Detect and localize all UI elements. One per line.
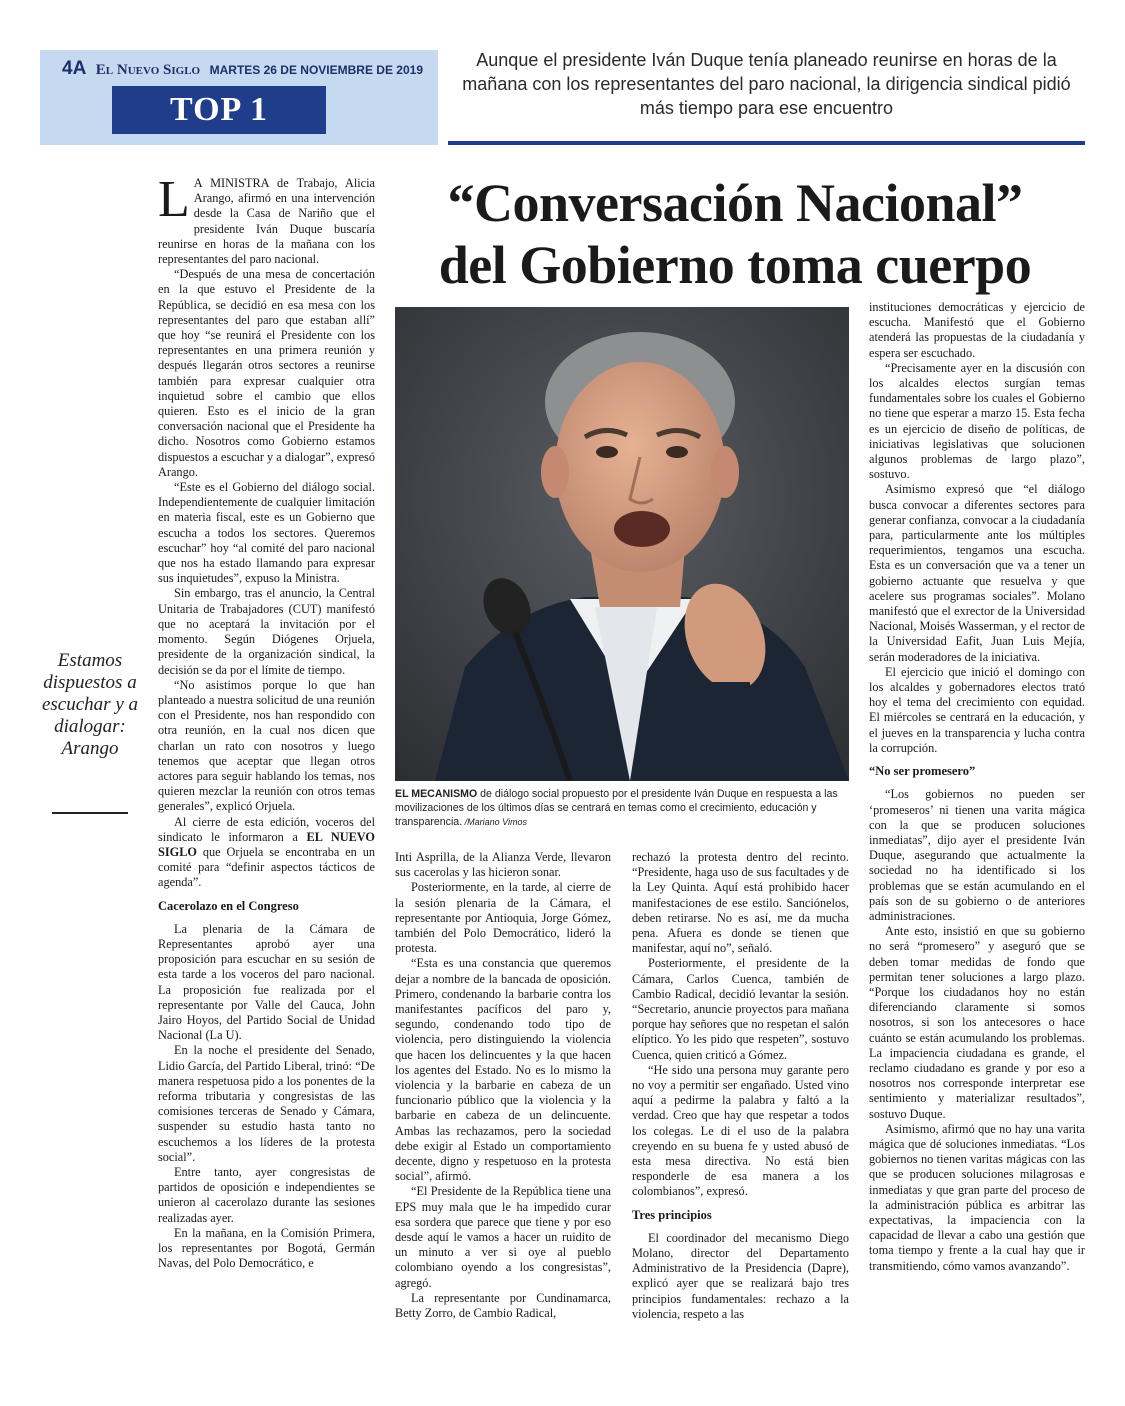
paragraph: rechazó la protesta dentro del recinto. “Presidente, haga uso de sus facultades y de la Ley Quinta. Aquí está prohibido hacer manifestaciones de ese estilo. Sanciónelos, deben retirarse. No es así, me da mucha pena. Afuera es donde se tienen que manifestar, aquí no”, señaló. bbox=[632, 850, 849, 956]
subhead: Tres principios bbox=[632, 1207, 712, 1222]
paragraph: Posteriormente, en la tarde, al cierre de la sesión plenaria de la Cámara, el representante por Antioquia, Jorge Gómez, también del Polo Democrático, lideró la protesta. bbox=[395, 880, 611, 956]
paragraph: “Este es el Gobierno del diálogo social. Independientemente de cualquier limitación en materia fiscal, este es un Gobierno que escucha a todos los sectores. Queremos escuchar” hoy “al comité del paro nacional que nos ha estado llamando para expresar sus inquietudes”, expuso la Ministra. bbox=[158, 480, 375, 586]
paragraph: En la mañana, en la Comisión Primera, los representantes por Bogotá, Germán Navas, del Polo Democrático, e bbox=[158, 1225, 375, 1271]
pull-quote: Estamos dispuestos a escuchar y a dialogar: Arango bbox=[41, 650, 139, 759]
paragraph: Posteriormente, el presidente de la Cámara, Carlos Cuenca, también de Cambio Radical, decidió levantar la sesión. “Secretario, anuncie proyectos para mañana porque hay señores que no respetan el salón elíptico. Yo les pido que respeten”, sostuvo Cuenca, quien criticó a Gómez. bbox=[632, 956, 849, 1062]
folio bbox=[62, 58, 423, 80]
paper-mention: EL NUEVO SIGLO bbox=[158, 829, 375, 859]
newspaper-name: El Nuevo Siglo bbox=[95, 62, 201, 78]
article-column-4 bbox=[869, 300, 1085, 1274]
page-number: 4A bbox=[62, 58, 87, 79]
photo-caption: EL MECANISMO de diálogo social propuesto por el presidente Iván Duque en respuesta a las movilizaciones de los últimos días se centrará en temas como el crecimiento, educación y transparencia. /Mariano Vimos bbox=[395, 788, 838, 828]
deck-rule bbox=[448, 141, 1085, 145]
subhead: “No ser promesero” bbox=[869, 764, 976, 779]
paragraph: La representante por Cundinamarca, Betty Zorro, de Cambio Radical, bbox=[395, 1290, 611, 1321]
paragraph: Sin embargo, tras el anuncio, la Central Unitaria de Trabajadores (CUT) manifestó que no aceptará la invitación por el momento. Según Diógenes Orjuela, presidente de la organización sindical, la decisión se da por el límite de tiempo. bbox=[158, 586, 375, 677]
photo-credit: /Mariano Vimos bbox=[462, 817, 527, 827]
article-column-2 bbox=[395, 850, 611, 1321]
paragraph: “El Presidente de la República tiene una EPS muy mala que le ha impedido curar esa sordera que parece que tiene y por eso desde aquí le vamos a hacer un ruidito de un minuto a ver si oye al pueblo colombiano oyendo a los congresistas”, agregó. bbox=[395, 1184, 611, 1290]
president-photo bbox=[395, 307, 849, 781]
caption-lead: EL MECANISMO bbox=[395, 788, 478, 800]
drop-cap: L bbox=[158, 171, 190, 228]
paragraph: L A MINISTRA de Trabajo, Alicia Arango, afirmó en una intervención desde la Casa de Nariño que el presidente Iván Duque buscaría reunirse en horas de la mañana con los representantes del paro nacional. bbox=[158, 171, 375, 267]
paragraph: “Después de una mesa de concertación en la que estuvo el Presidente de la República, se decidió en esa mesa con los representantes del paro que estaban allí” que hoy “se reunirá el Presidente con los representantes en una primera reunión y después llegarán otros sectores a reunirse también para expresar cualquier otra inquietud sobre el cambio que ellos quieren. Esto es el inicio de la gran conversación nacional que el Presidente ha dicho. Nosotros como Gobierno estamos dispuestos a escuchar y a dialogar”, expresó Arango. bbox=[158, 267, 375, 479]
subhead: Cacerolazo en el Congreso bbox=[158, 898, 299, 913]
paragraph: instituciones democráticas y ejercicio de escucha. Manifestó que el Gobierno atenderá las propuestas de la ciudadanía y espera ser escuchado. bbox=[869, 300, 1085, 360]
paragraph: La plenaria de la Cámara de Representantes aprobó ayer una proposición para escuchar en su sesión de esta tarde a los voceros del paro nacional. La proposición fue realizada por el representante por Valle del Cauca, John Jairo Hoyos, del Partido Social de Unidad Nacional (La U). bbox=[158, 921, 375, 1043]
article-column-3 bbox=[632, 850, 849, 1322]
issue-date: MARTES 26 DE NOVIEMBRE DE 2019 bbox=[209, 63, 424, 77]
paragraph: Entre tanto, ayer congresistas de partidos de oposición e independientes se unieron al cacerolazo durante las sesiones realizadas ayer. bbox=[158, 1165, 375, 1225]
paragraph: “Esta es una constancia que queremos dejar a nombre de la bancada de oposición. Primero, condenando la barbarie contra los manifestantes pacíficos del paro y, segundo, condenando todo tipo de violencia, pero distinguiendo la violencia que hacen los delincuentes y la que hacen los agentes del Estado. No es lo mismo la violencia y la barbarie en cabeza de un funcionario público que la violencia y la barbarie en cabeza de un delincuente. Ambas las rechazamos, pero la sociedad debe exigir al Estado un comportamiento decente, digno y respetuoso en la protesta social”, afirmó. bbox=[395, 956, 611, 1184]
paragraph: En la noche el presidente del Senado, Lidio García, del Partido Liberal, trinó: “De manera respetuosa pido a los ponentes de la reforma tributaria y congresistas de las comisiones terceras de Senado y Cámara, suspender su estudio hasta tanto no escuchemos a los líderes de la protesta social”. bbox=[158, 1043, 375, 1164]
deck: Aunque el presidente Iván Duque tenía planeado reunirse en horas de la mañana con los representantes del paro nacional, la dirigencia sindical pidió más tiempo para ese encuentro bbox=[462, 50, 1071, 118]
headline bbox=[385, 172, 1085, 296]
paragraph: Asimismo, afirmó que no hay una varita mágica que dé soluciones inmediatas. “Los gobiernos no tienen varitas mágicas con las que se producen soluciones milagrosas e inmediatas y que gran parte del proceso de la administración pública es arbitrar las expectativas, la impaciencia con la capacidad de llevar a cabo una gestión que toma tiempo y frente a la cual hay que ir transmitiendo, cómo vamos avanzando”. bbox=[869, 1121, 1085, 1273]
paragraph: Ante esto, insistió en que su gobierno no será “promesero” y aseguró que se deben tomar medidas de fondo que permitan tener soluciones a largo plazo. “Porque los ciudadanos hoy no están diferenciando claramente si somos nosotros, si son los antecesores o hace cuánto se están acumulando los problemas. La impaciencia ciudadana es grande, el reclamo ciudadano es grande y por eso a nosotros nos corresponde interpretar ese sentimiento y materializar resultados”, sostuvo Duque. bbox=[869, 924, 1085, 1121]
headline-line-2: del Gobierno toma cuerpo bbox=[438, 235, 1032, 295]
paragraph: Asimismo expresó que “el diálogo busca convocar a diferentes sectores para generar confianza, convocar a la ciudadanía para, particularmente ante los múltiples requerimientos, tengamos una escucha. Esta es un conversación que va a tener un gobierno actuante que resuelva y que acelere sus programas sociales”. Molano manifestó que el exrector de la Universidad Nacional, Moisés Wasserman, y el rector de la Universidad Eafit, Juan Luis Mejía, serán moderadores de la iniciativa. bbox=[869, 482, 1085, 664]
pull-quote-rule bbox=[52, 812, 128, 814]
paragraph: El coordinador del mecanismo Diego Molano, director del Departamento Administrativo de la Presidencia (Dapre), explicó ayer que se realizará bajo tres principios fundamentales: rechazo a la violencia, respeto a las bbox=[632, 1230, 849, 1321]
section-badge: TOP 1 bbox=[112, 86, 326, 134]
paragraph: “Los gobiernos no pueden ser ‘promeseros’ ni tienen una varita mágica con la que se producen soluciones inmediatas”, dijo ayer el presidente Iván Duque, asegurando que actualmente la sociedad no ha identificado si los problemas que se están acumulando en el país son de su gobierno o de anteriores administraciones. bbox=[869, 787, 1085, 923]
article-column-1 bbox=[158, 171, 375, 1271]
paragraph: “Precisamente ayer en la discusión con los alcaldes electos surgían temas fundamentales sobre los cuales el Gobierno no tiene que esperar a marzo 15. Esta fecha es un ejercicio de diseño de políticas, de iniciativas legislativas que solucionen algunos problemas de largo plazo”, sostuvo. bbox=[869, 360, 1085, 482]
paragraph: Al cierre de esta edición, voceros del sindicato le informaron a EL NUEVO SIGLO que Orjuela se encontraba en un comité para “definir aspectos tácticos de agenda”. bbox=[158, 814, 375, 890]
photo-illustration bbox=[395, 307, 849, 781]
headline-line-1: “Conversación Nacional” bbox=[447, 173, 1023, 233]
paragraph: El ejercicio que inició el domingo con los alcaldes y gobernadores electos trató hoy el tema del crecimiento con equidad. El miércoles se centrará en la educación, y el jueves en la transparencia y lucha contra la corrupción. bbox=[869, 664, 1085, 755]
paragraph: “No asistimos porque lo que han planteado a nuestra solicitud de una reunión con el Presidente, nos han respondido con otra reunión, en la cual nos dicen que charlan un rato con nosotros y luego tenemos que aceptar que llegan otros actores para seguir hablando los temas, nos quieren mezclar la reunión con otros temas generales”, explicó Orjuela. bbox=[158, 677, 375, 814]
paragraph: “He sido una persona muy garante pero no voy a permitir ser engañado. Usted vino aquí a pedirme la palabra y faltó a la verdad. Creo que hay que respetar a todos los colegas. Le di el uso de la palabra creyendo en su buena fe y usted abusó de esta mesa directiva. No está bien responderle de esa manera a los colombianos”, expresó. bbox=[632, 1062, 849, 1199]
paragraph: Inti Asprilla, de la Alianza Verde, llevaron sus cacerolas y las hicieron sonar. bbox=[395, 850, 611, 880]
